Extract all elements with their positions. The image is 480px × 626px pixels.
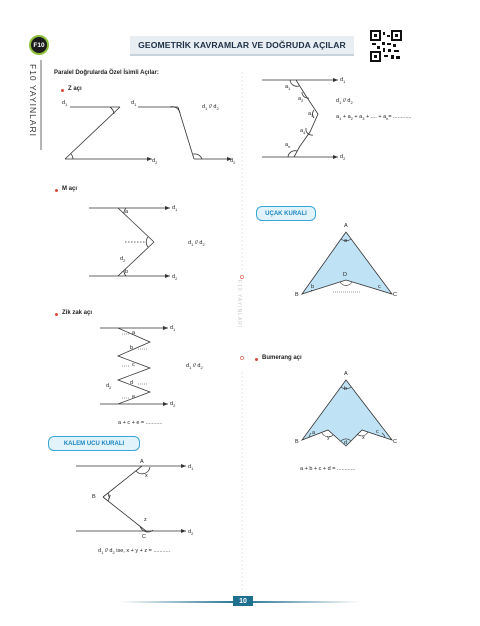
kalem-ucu-heading: KALEM UCU KURALI [48, 436, 140, 451]
m-label-d2: $d_2$ [172, 274, 178, 282]
zikzak-parallel-relation: $d_1 // d_2$ [186, 363, 203, 371]
m-heading: M açı [62, 186, 78, 192]
label-a1: $a_1$ [285, 84, 291, 92]
kalem-formula: $d_1 // d_2$ ise, x + y + z = ........... [98, 548, 171, 556]
kalem-label-d1: $d_1$ [188, 464, 194, 472]
kalem-label-x: x [145, 473, 148, 479]
bumerang-formula: a + b + c + d = ............ [300, 466, 356, 472]
z-label-d1a: $d_1$ [62, 100, 68, 108]
label-a2: $a_2$ [298, 96, 304, 104]
bumerang-label-C: C [393, 439, 397, 445]
kalem-label-d2: $d_2$ [188, 529, 194, 537]
z-label-d2b: $d_2$ [230, 158, 236, 166]
z-heading: Z açı [68, 86, 82, 92]
intro-heading: Paralel Doğrularda Özel İsimli Açılar: [54, 70, 159, 76]
kalem-label-C: C [142, 534, 146, 540]
bumerang-label-B: B [295, 439, 299, 445]
ucak-label-c: c [378, 284, 381, 290]
zikzak-label-e: e [132, 394, 136, 400]
zikzak-label-d2: $d_2$ [170, 401, 176, 409]
z-label-d2a: $d_2$ [152, 158, 158, 166]
bumerang-heading: Bumerang açı [262, 355, 302, 361]
bumerang-label-A: A [344, 371, 348, 377]
zikzak-label-a: a [132, 330, 136, 336]
bumerang-label-x: x [362, 435, 365, 441]
z-parallel-relation: $d_1 // d_2$ [202, 104, 219, 112]
label-a3: $a_3$ [308, 111, 314, 119]
right-parallel-relation: $d_1 // d_2$ [336, 98, 353, 106]
kalem-label-y: y [108, 494, 111, 500]
right-sum-formula: $a_1 + a_2 + a_3$ + .... + $a_n=$ ............ [336, 114, 412, 122]
brand-center-watermark: F10 YAYINLARI [236, 280, 242, 329]
zikzak-label-c: c [132, 362, 135, 368]
m-label-b: b [125, 269, 129, 275]
ucak-label-b: b [311, 284, 315, 290]
z-label-d1b: $d_1$ [131, 100, 137, 108]
label-d1-right: $d_1$ [340, 77, 346, 85]
zikzak-label-d2b: $d_2$ [106, 383, 112, 391]
ucak-heading: UÇAK KURALI [256, 206, 316, 221]
zikzak-heading: Zik zak açı [62, 310, 93, 316]
kalem-label-B: B [92, 494, 96, 500]
label-d2-right: $d_2$ [340, 154, 346, 162]
bumerang-label-c: c [376, 429, 379, 435]
zikzak-formula: a + c + e = ........... [118, 420, 163, 426]
bumerang-label-d: d [344, 440, 348, 446]
ucak-label-C: C [393, 292, 397, 298]
kalem-label-z: z [144, 517, 147, 523]
kalem-label-A: A [140, 459, 144, 465]
ucak-label-a: a [344, 238, 348, 244]
bumerang-label-y: y [327, 435, 330, 441]
bumerang-label-b: b [344, 386, 348, 392]
ucak-label-D: D [343, 272, 347, 278]
m-label-d2b: $d_2$ [120, 256, 126, 264]
zikzak-label-b: b [130, 345, 134, 351]
page-title: GEOMETRİK KAVRAMLAR VE DOĞRUDA AÇILAR [130, 36, 354, 56]
page-number: 10 [233, 596, 253, 606]
m-parallel-relation: $d_1 // d_2$ [188, 240, 205, 248]
label-a4: $a_4$ [300, 128, 306, 136]
zikzak-label-d: d [130, 380, 134, 386]
ucak-label-A: A [344, 223, 348, 229]
zikzak-label-d1: $d_1$ [170, 325, 176, 333]
m-label-a: a [125, 209, 129, 215]
ucak-label-B: B [295, 292, 299, 298]
m-label-d1: $d_1$ [172, 205, 178, 213]
f10-logo: F10 [29, 35, 49, 55]
brand-vertical: F10 YAYINLARI [28, 64, 38, 137]
bumerang-label-a: a [312, 430, 316, 436]
label-an: $a_n$ [285, 142, 291, 150]
